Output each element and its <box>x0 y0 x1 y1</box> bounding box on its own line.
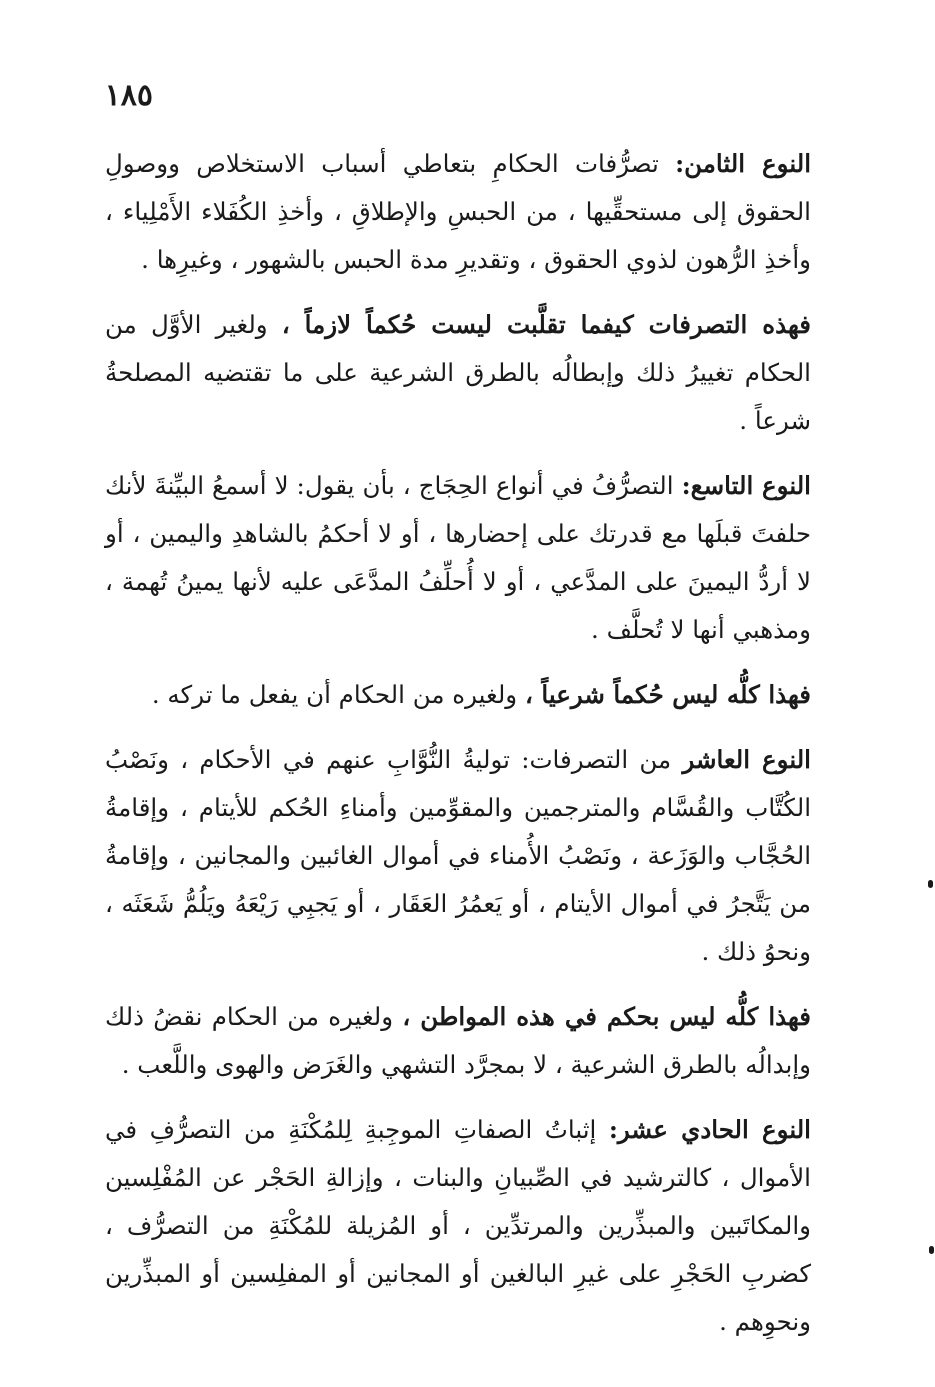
paragraph-ruling-ten <box>105 993 811 1089</box>
paragraph-heading: النوع الحادي عشر: <box>608 1115 811 1144</box>
scan-margin-mark <box>928 880 933 888</box>
paragraph-heading: النوع الثامن: <box>675 149 811 178</box>
paragraph-type-nine <box>105 462 811 654</box>
paragraph-heading: فهذا كلُّه ليس بحكم في هذه المواطن ، <box>402 1002 811 1031</box>
paragraph-type-eight <box>105 140 811 284</box>
paragraph-type-eleven <box>105 1106 811 1346</box>
paragraph-heading: فهذه التصرفات كيفما تقلَّبت ليست حُكماً لازماً ، <box>281 310 811 339</box>
scan-margin-mark <box>929 1246 934 1254</box>
paragraph-heading: النوع التاسع: <box>681 471 811 500</box>
paragraph-text: التصرُّفُ في أنواع الحِجَاج ، بأن يقول: لا أسمعُ البيِّنةَ لأنك حلفتَ قبلَها مع قدرتك على إحضارها ، أو لا أحكمُ بالشاهدِ واليمين ، أو لا أردُّ اليمينَ على المدَّعي ، أو لا أُحلِّفُ المدَّعَى عليه لأنها يمينُ تُهمة ، ومذهبي أنها لا تُحلَّف . <box>105 471 811 644</box>
paragraph-text: ولغير الأوَّل من الحكام تغييرُ ذلك وإبطالُه بالطرق الشرعية على ما تقتضيه المصلحةُ شرعاً . <box>105 310 811 435</box>
paragraph-text: تصرُّفات الحكامِ بتعاطي أسباب الاستخلاص ووصولِ الحقوق إلى مستحقِّيها ، من الحبسِ والإطلاقِ ، وأخذِ الكُفَلاء الأَمْلِياء ، وأخذِ الرُّهون لذوي الحقوق ، وتقديرِ مدة الحبس بالشهور ، وغيرِها . <box>105 149 811 274</box>
paragraph-text: من التصرفات: توليةُ النُّوَّابِ عنهم في الأحكام ، ونَصْبُ الكُتَّاب والقُسَّام والمترجمين والمقوِّمين وأمناءِ الحُكم للأيتام ، وإقامةُ الحُجَّاب والوَزَعة ، ونَصْبُ الأُمناء في أموال الغائبين والمجانين ، وإقامةُ من يَتَّجرُ في أموال الأيتام ، أو يَعمُرُ العَقَار ، أو يَجبِي رَيْعَهُ ويَلُمُّ شَعَثَه ، ونحوُ ذلك . <box>105 745 811 966</box>
paragraph-ruling-eight <box>105 301 811 445</box>
page-number: ١٨٥ <box>104 78 153 113</box>
paragraph-type-ten <box>105 736 811 976</box>
paragraph-ruling-nine <box>105 671 811 719</box>
paragraph-text: ولغيره من الحكام أن يفعل ما تركه . <box>151 680 525 709</box>
paragraph-text: ولغيره من الحكام نقضُ ذلك وإبدالُه بالطرق الشرعية ، لا بمجرَّد التشهي والغَرَض والهوى واللَّعب . <box>105 1002 811 1079</box>
paragraph-text: إثباتُ الصفاتِ الموجِبةِ لِلمُكْنَةِ من التصرُّفِ في الأموال ، كالترشيد في الصِّبيانِ والبنات ، وإزالةِ الحَجْر عن المُفْلِسين والمكاتَبين والمبذِّرين والمرتدِّين ، أو المُزيلة للمُكْنَةِ من التصرُّف ، كضربِ الحَجْرِ على غيرِ البالغين أو المجانين أو المفلِسين أو المبذِّرين ونحوِهم . <box>105 1115 811 1336</box>
paragraph-heading: فهذا كلُّه ليس حُكماً شرعياً ، <box>524 680 811 709</box>
paragraph-heading: النوع العاشر <box>682 745 811 774</box>
page-body <box>105 140 811 1363</box>
